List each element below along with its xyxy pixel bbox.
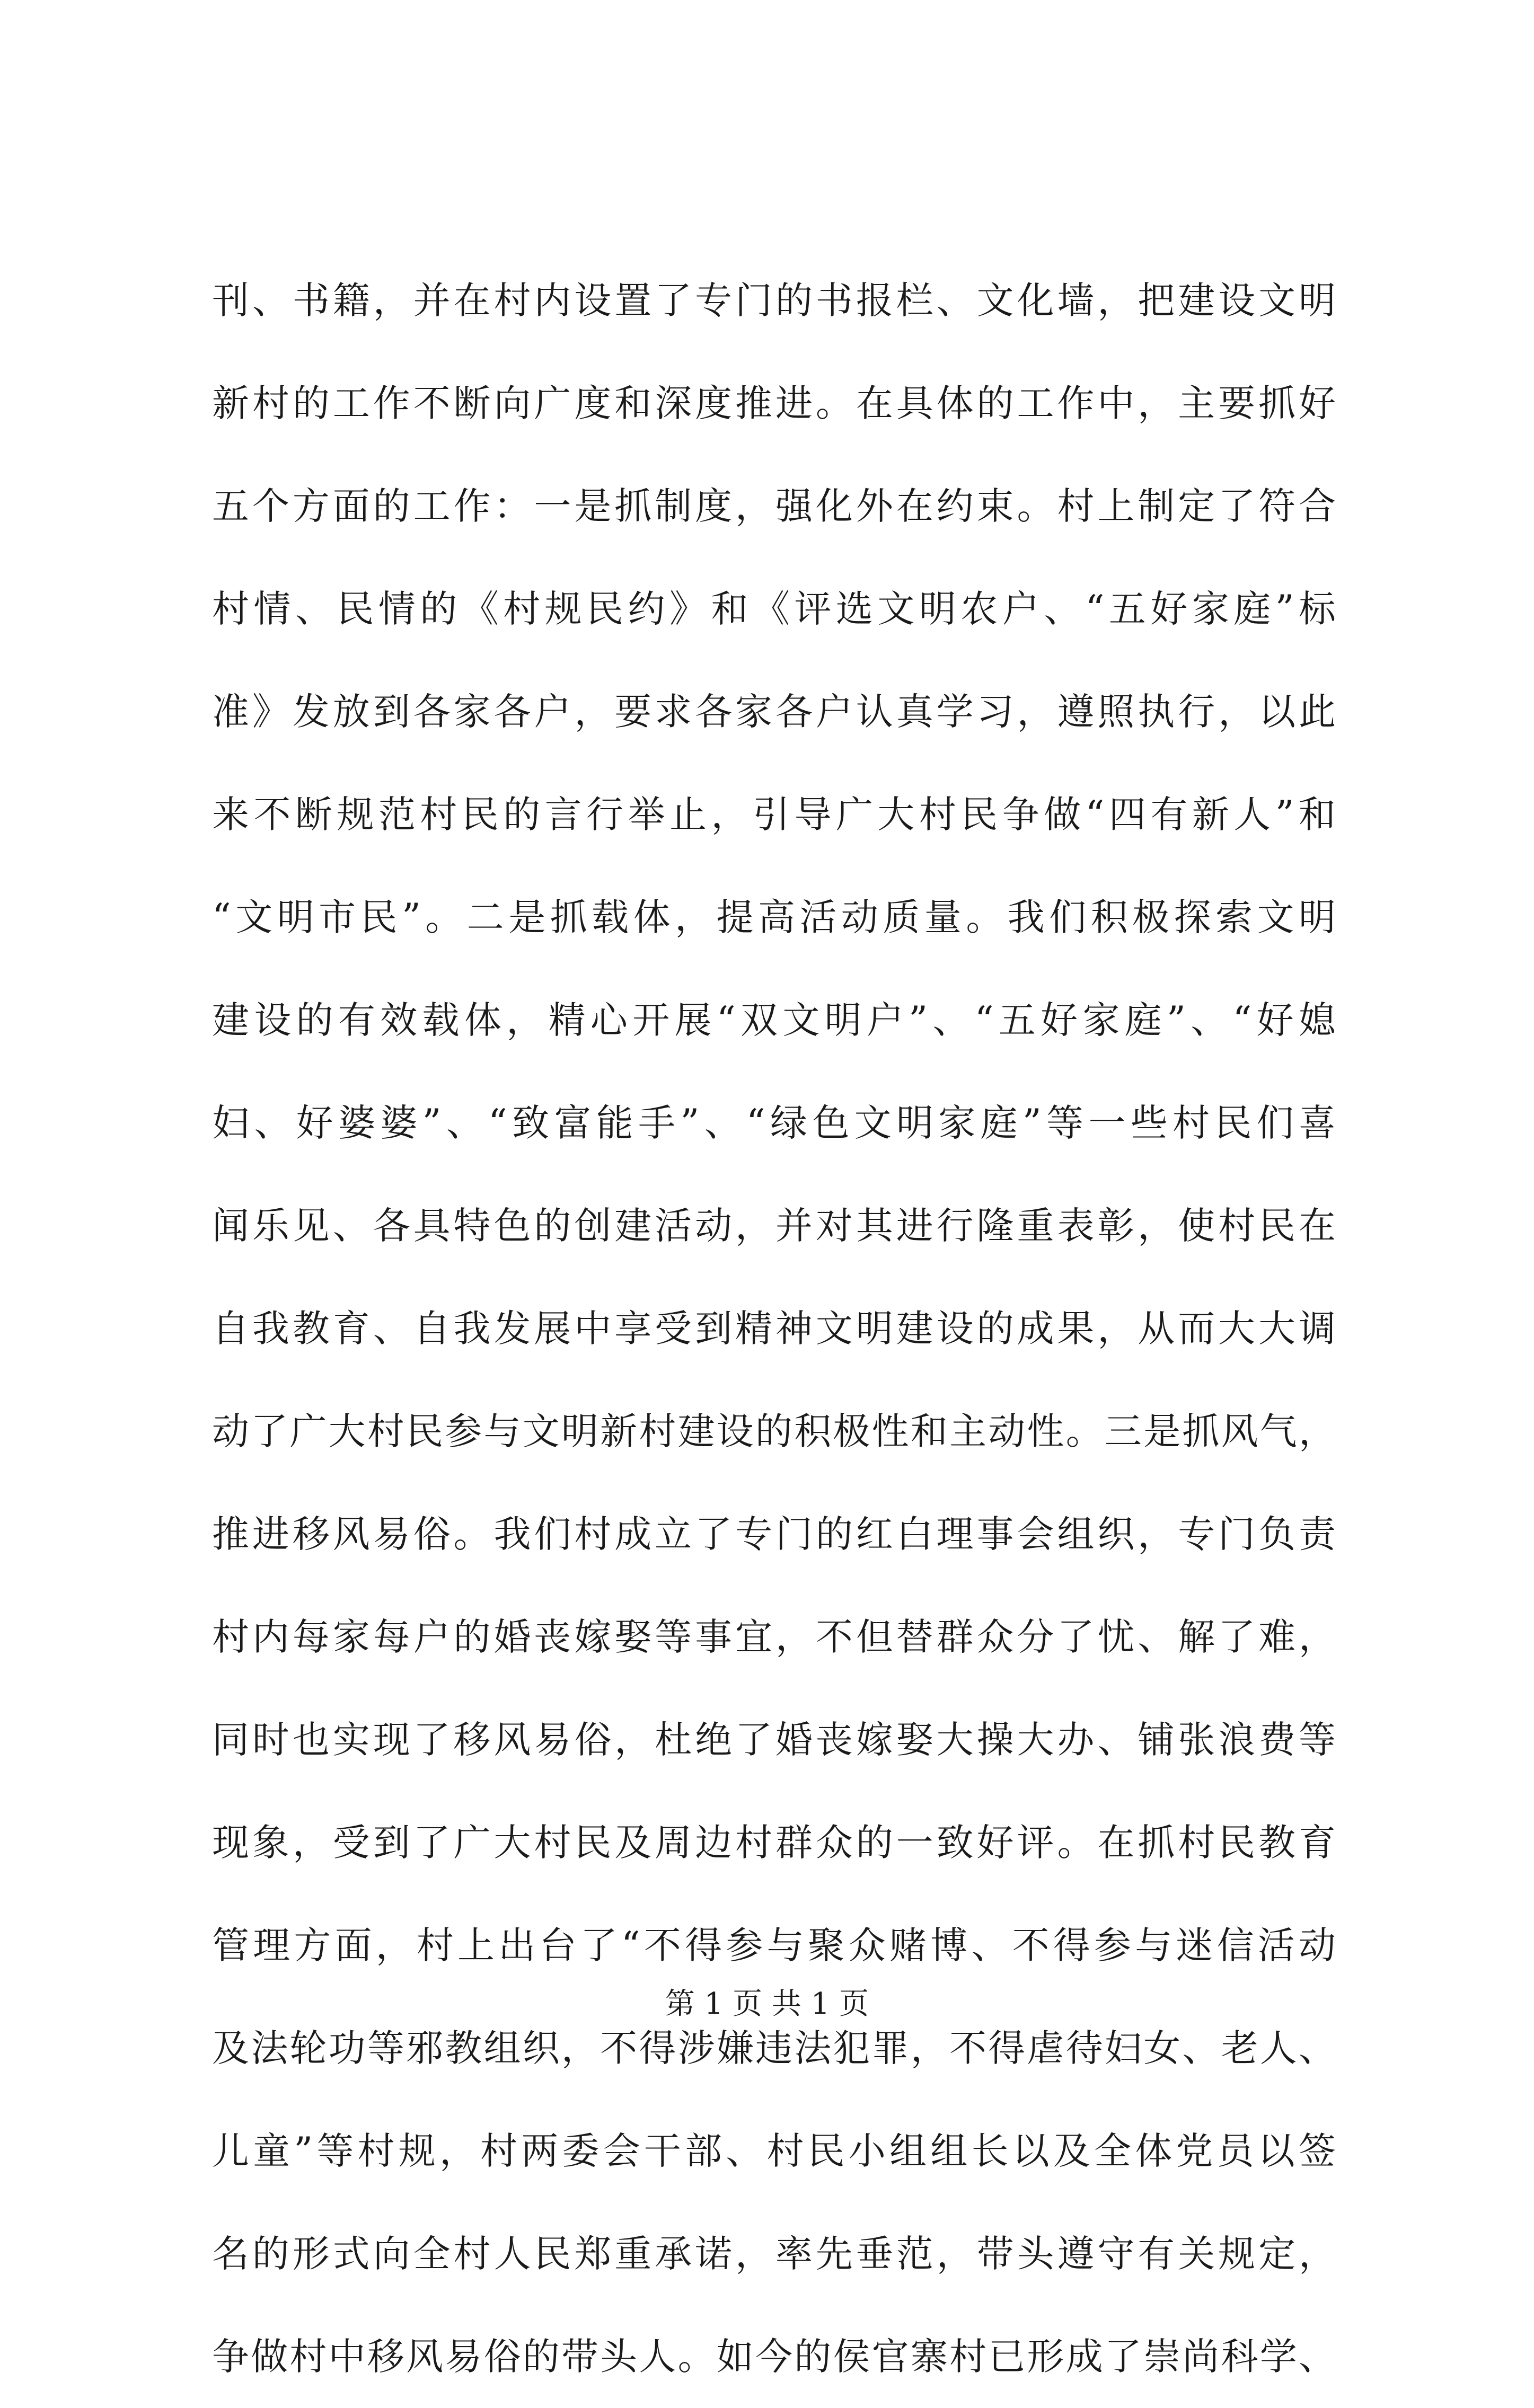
text-line: 推进移风易俗。我们村成立了专门的红白理事会组织，专门负责 (212, 1512, 1336, 1556)
text-line: 妇、好婆婆”、“致富能手”、“绿色文明家庭”等一些村民们喜 (212, 1101, 1336, 1145)
text-line: 自我教育、自我发展中享受到精神文明建设的成果，从而大大调 (212, 1307, 1336, 1350)
page-footer (0, 1983, 1534, 2025)
text-line: 争做村中移风易俗的带头人。如今的侯官寨村已形成了崇尚科学、 (212, 2335, 1336, 2378)
page-number-label: 第 1 页 共 1 页 (665, 1987, 869, 2021)
text-line: 管理方面，村上出台了“不得参与聚众赌博、不得参与迷信活动 (212, 1924, 1336, 1967)
text-line: 刊、书籍，并在村内设置了专门的书报栏、文化墙，把建设文明 (212, 279, 1336, 322)
text-line: 及法轮功等邪教组织，不得涉嫌违法犯罪，不得虐待妇女、老人、 (212, 2026, 1336, 2070)
text-line: 同时也实现了移风易俗，杜绝了婚丧嫁娶大操大办、铺张浪费等 (212, 1718, 1336, 1761)
text-line: 动了广大村民参与文明新村建设的积极性和主动性。三是抓风气， (212, 1410, 1336, 1453)
text-line: 五个方面的工作：一是抓制度，强化外在约束。村上制定了符合 (212, 484, 1336, 528)
text-line: 儿童”等村规，村两委会干部、村民小组组长以及全体党员以签 (212, 2129, 1336, 2173)
text-line: 现象，受到了广大村民及周边村群众的一致好评。在抓村民教育 (212, 1821, 1336, 1864)
text-line: 新村的工作不断向广度和深度推进。在具体的工作中，主要抓好 (212, 382, 1336, 425)
text-line: 来不断规范村民的言行举止，引导广大村民争做“四有新人”和 (212, 793, 1336, 836)
text-line: 建设的有效载体，精心开展“双文明户”、“五好家庭”、“好媳 (212, 998, 1336, 1042)
text-line: 准》发放到各家各户，要求各家各户认真学习，遵照执行，以此 (212, 690, 1336, 733)
text-line: 村内每家每户的婚丧嫁娶等事宜，不但替群众分了忧、解了难， (212, 1615, 1336, 1659)
text-line: 闻乐见、各具特色的创建活动，并对其进行隆重表彰，使村民在 (212, 1204, 1336, 1247)
text-line: 名的形式向全村人民郑重承诺，率先垂范，带头遵守有关规定， (212, 2232, 1336, 2276)
text-line: 村情、民情的《村规民约》和《评选文明农户、“五好家庭”标 (212, 587, 1336, 631)
text-line: “文明市民”。二是抓载体，提高活动质量。我们积极探索文明 (212, 896, 1336, 939)
body-text (212, 249, 1336, 2408)
